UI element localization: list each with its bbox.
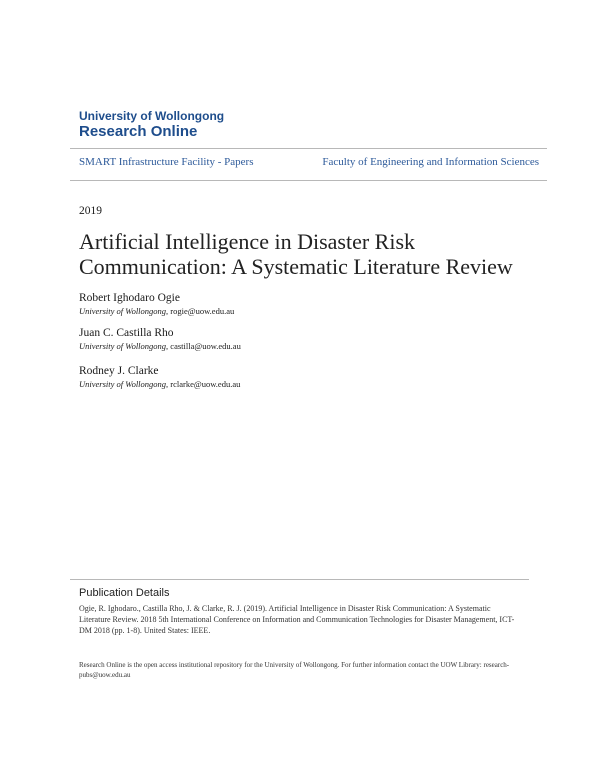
paper-title: Artificial Intelligence in Disaster Risk Communication: A Systematic Literature Review	[79, 229, 513, 279]
collection-link-faculty[interactable]: Faculty of Engineering and Information Sciences	[322, 156, 539, 168]
author-affiliation: University of Wollongong, castilla@uow.edu.au	[79, 341, 241, 351]
university-name: University of Wollongong	[79, 109, 225, 123]
author-entry	[79, 291, 234, 317]
publication-details-heading: Publication Details	[79, 587, 170, 599]
author-entry	[79, 364, 240, 390]
author-affiliation: University of Wollongong, rclarke@uow.edu.au	[79, 379, 241, 389]
author-email[interactable]: rclarke@uow.edu.au	[170, 379, 241, 389]
repository-name: Research Online	[79, 123, 198, 140]
publication-year: 2019	[79, 205, 102, 217]
affiliation-name: University of Wollongong	[79, 306, 167, 316]
repository-brand[interactable]	[79, 109, 224, 141]
repository-footer-note: Research Online is the open access institutional repository for the University of Wollongong. For further information contact the UOW Library: research-pubs@uow.edu.au	[79, 661, 510, 679]
divider-top	[70, 148, 547, 149]
publication-details-text: Ogie, R. Ighodaro., Castilla Rho, J. & Clarke, R. J. (2019). Artificial Intelligence in Disaster Risk Communication: A Systematic Literature Review. 2018 5th International Conference on Information and Communication Technologies for Disaster Management, ICT-DM 2018 (pp. 1-8). United States: IEEE.	[79, 604, 515, 635]
author-email[interactable]: castilla@uow.edu.au	[170, 341, 241, 351]
author-email[interactable]: rogie@uow.edu.au	[170, 306, 235, 316]
affiliation-name: University of Wollongong	[79, 379, 167, 389]
divider-collections	[70, 180, 547, 181]
affiliation-name: University of Wollongong	[79, 341, 167, 351]
divider-publication	[70, 579, 529, 580]
author-name: Juan C. Castilla Rho	[79, 327, 174, 339]
author-entry	[79, 326, 241, 352]
author-name: Rodney J. Clarke	[79, 365, 159, 377]
collection-link-smart[interactable]: SMART Infrastructure Facility - Papers	[79, 156, 254, 168]
author-affiliation: University of Wollongong, rogie@uow.edu.au	[79, 306, 235, 316]
author-name: Robert Ighodaro Ogie	[79, 292, 180, 304]
